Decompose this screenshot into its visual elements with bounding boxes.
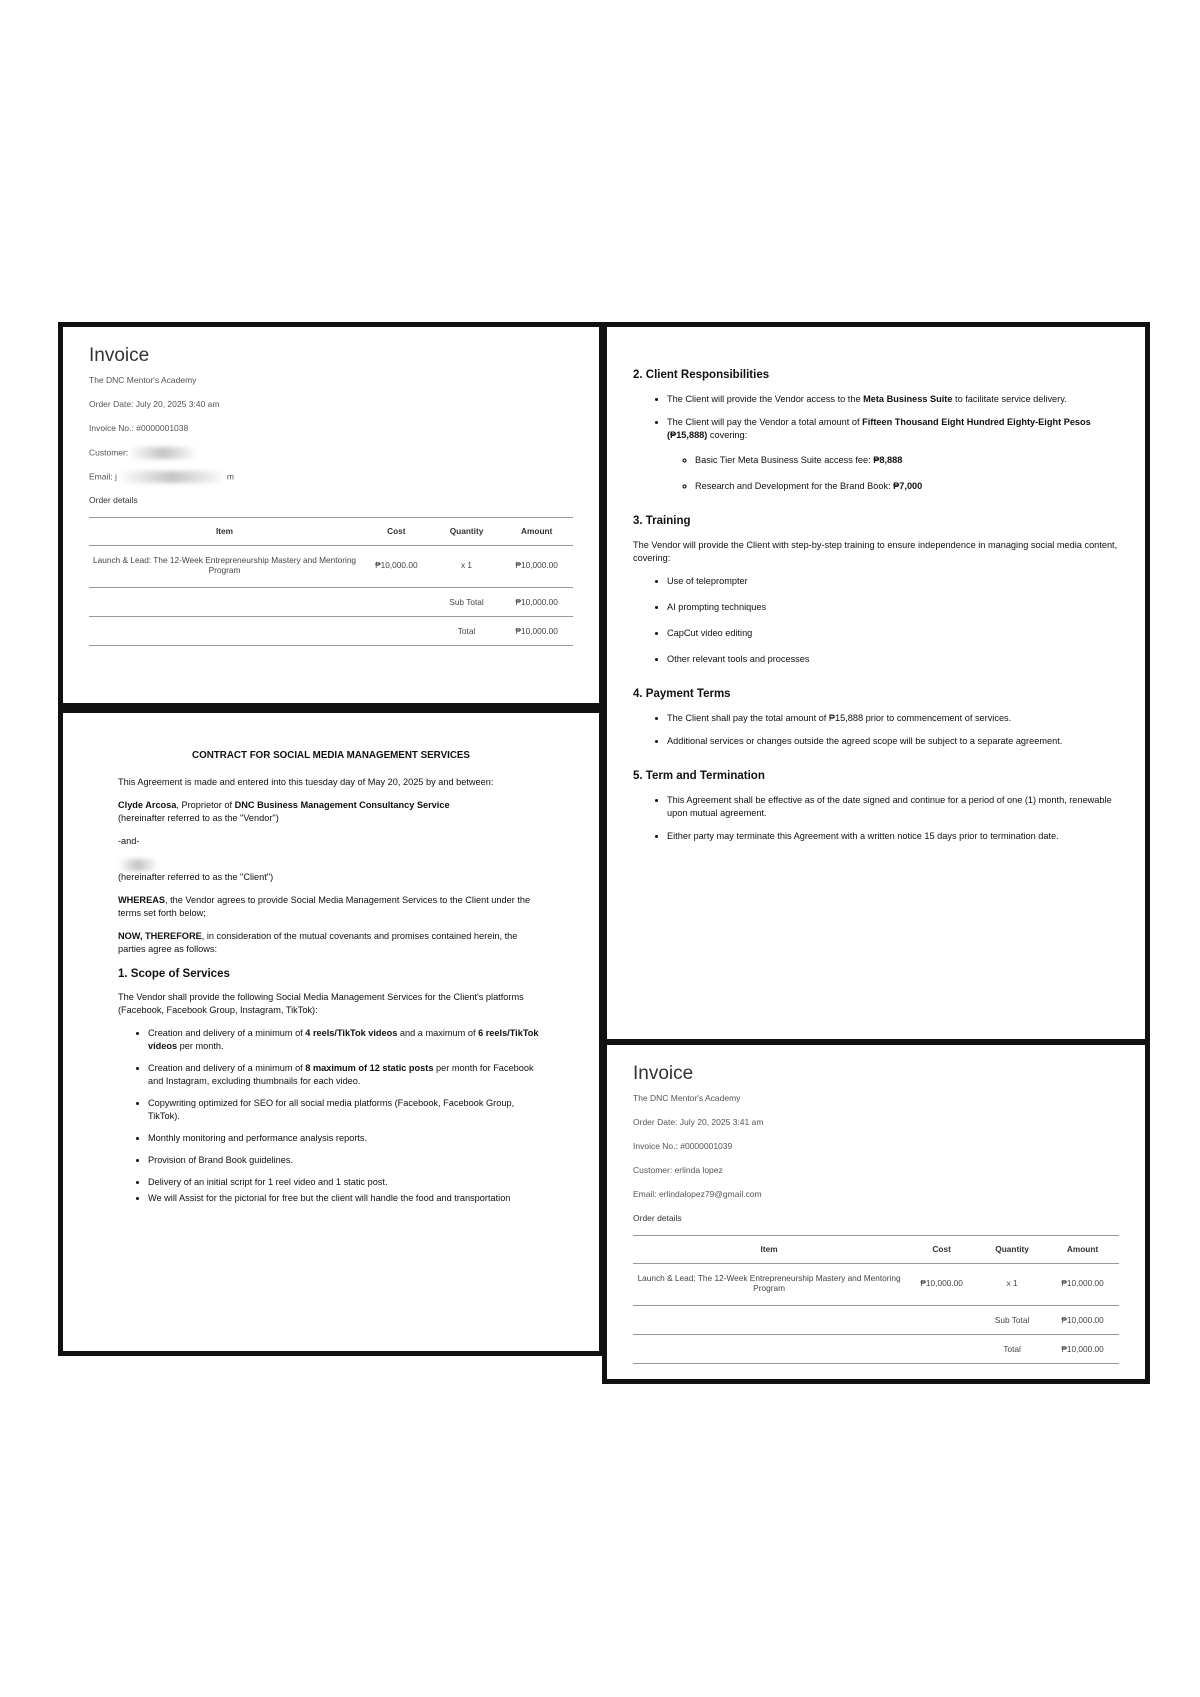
subtotal-row <box>633 1306 1119 1335</box>
invoice-1 <box>89 345 573 646</box>
list-item: • Creation and delivery of a minimum of 4 reels/TikTok videos and a maximum of 6 reels/TikTok videos per month. <box>148 1027 544 1053</box>
total-label: Total <box>433 617 501 646</box>
vendor-name: Clyde Arcosa <box>118 800 177 810</box>
training-heading: 3. Training <box>633 515 691 527</box>
invoice-panel-1 <box>58 322 604 708</box>
invoice-title: Invoice <box>89 345 150 366</box>
subtotal-row <box>89 588 573 617</box>
list-item: • CapCut video editing <box>667 627 1119 640</box>
training-list <box>633 575 1119 666</box>
vendor-mid: , Proprietor of <box>176 800 235 810</box>
payment-terms-heading: 4. Payment Terms <box>633 688 731 700</box>
invoice-customer: Customer: erlinda lopez <box>633 1165 723 1175</box>
subtotal-value: ₱10,000.00 <box>500 588 573 617</box>
list-item: • Copywriting optimized for SEO for all social media platforms (Facebook, Facebook Group, TikTok). <box>148 1097 544 1123</box>
list-item: • The Client will pay the Vendor a total amount of Fifteen Thousand Eight Hundred Eighty-Eight Pesos (₱15,888) covering: ◦ Basic Tier Meta Business Suite access fee: ₱8,888 ◦ Research and Development for the Brand Book: ₱7,000 <box>667 416 1119 493</box>
invoice-company: The DNC Mentor's Academy <box>89 375 197 385</box>
contract-title: CONTRACT FOR SOCIAL MEDIA MANAGEMENT SERVICES <box>192 750 470 761</box>
redacted-customer <box>128 447 198 459</box>
col-amount: Amount <box>500 518 573 546</box>
client-responsibilities-list <box>633 393 1119 493</box>
total-row <box>89 617 573 646</box>
col-amount: Amount <box>1046 1236 1119 1264</box>
contract-panel <box>58 708 604 1356</box>
terms-document <box>633 369 1119 853</box>
col-item: Item <box>89 518 360 546</box>
vendor-ref: (hereinafter referred to as the "Vendor") <box>118 813 279 823</box>
vendor-company: DNC Business Management Consultancy Service <box>234 800 450 810</box>
terms-panel <box>602 322 1150 1044</box>
invoice-customer <box>89 447 573 457</box>
item-name: Launch & Lead: The 12-Week Entrepreneurship Mastery and Mentoring Program <box>633 1264 905 1306</box>
col-item: Item <box>633 1236 905 1264</box>
vendor-block <box>118 799 544 825</box>
col-cost: Cost <box>360 518 433 546</box>
invoice-table <box>633 1235 1119 1364</box>
scope-list <box>118 1027 544 1205</box>
list-item: • This Agreement shall be effective as of the date signed and continue for a period of one (1) month, renewable upon mutual agreement. <box>667 794 1119 820</box>
list-item: • AI prompting techniques <box>667 601 1119 614</box>
fee-breakdown-list <box>667 454 1119 493</box>
col-quantity: Quantity <box>978 1236 1046 1264</box>
now-therefore-label: NOW, THEREFORE <box>118 931 202 941</box>
table-row <box>633 1264 1119 1306</box>
invoice-company: The DNC Mentor's Academy <box>633 1093 741 1103</box>
client-responsibilities-heading: 2. Client Responsibilities <box>633 369 770 381</box>
now-therefore-clause <box>118 930 544 956</box>
order-details-label: Order details <box>633 1213 682 1223</box>
client-ref: (hereinafter referred to as the "Client") <box>118 872 274 882</box>
list-item: • Creation and delivery of a minimum of 8 maximum of 12 static posts per month for Facebook and Instagram, excluding thumbnails for each video. <box>148 1062 544 1088</box>
subtotal-label: Sub Total <box>978 1306 1046 1335</box>
item-quantity: x 1 <box>433 546 501 588</box>
item-amount: ₱10,000.00 <box>1046 1264 1119 1306</box>
list-item: • Either party may terminate this Agreement with a written notice 15 days prior to termination date. <box>667 830 1119 843</box>
total-value: ₱10,000.00 <box>500 617 573 646</box>
list-item: ◦ Basic Tier Meta Business Suite access fee: ₱8,888 <box>695 454 1119 467</box>
training-intro: The Vendor will provide the Client with step-by-step training to ensure independence in managing social media content, covering: <box>633 540 1118 563</box>
order-details-label: Order details <box>89 495 138 505</box>
invoice-email <box>89 471 573 481</box>
total-value: ₱10,000.00 <box>1046 1335 1119 1364</box>
invoice-2 <box>633 1063 1119 1364</box>
and-separator: -and- <box>118 836 140 846</box>
whereas-text: , the Vendor agrees to provide Social Media Management Services to the Client under the terms set forth below; <box>118 895 531 918</box>
whereas-clause <box>118 894 544 920</box>
invoice-order-date: Order Date: July 20, 2025 3:40 am <box>89 399 220 409</box>
invoice-table <box>89 517 573 646</box>
whereas-label: WHEREAS <box>118 895 165 905</box>
redacted-client <box>118 859 158 871</box>
list-item: • We will Assist for the pictorial for free but the client will handle the food and transportation <box>148 1192 544 1205</box>
contract-intro: This Agreement is made and entered into this tuesday day of May 20, 2025 by and between: <box>118 777 494 787</box>
invoice-title: Invoice <box>633 1063 694 1084</box>
payment-terms-list <box>633 712 1119 748</box>
table-row <box>89 546 573 588</box>
subtotal-label: Sub Total <box>433 588 501 617</box>
item-name: Launch & Lead: The 12-Week Entrepreneurship Mastery and Mentoring Program <box>89 546 360 588</box>
invoice-order-date: Order Date: July 20, 2025 3:41 am <box>633 1117 764 1127</box>
col-quantity: Quantity <box>433 518 501 546</box>
email-prefix: Email: j <box>89 471 117 482</box>
customer-label: Customer: <box>89 447 129 458</box>
invoice-number: Invoice No.: #0000001038 <box>89 423 189 433</box>
list-item: • Use of teleprompter <box>667 575 1119 588</box>
subtotal-value: ₱10,000.00 <box>1046 1306 1119 1335</box>
total-label: Total <box>978 1335 1046 1364</box>
list-item: • Delivery of an initial script for 1 reel video and 1 static post. <box>148 1176 544 1189</box>
email-suffix: m <box>226 471 234 482</box>
list-item: • Additional services or changes outside the agreed scope will be subject to a separate agreement. <box>667 735 1119 748</box>
invoice-number: Invoice No.: #0000001039 <box>633 1141 733 1151</box>
list-item: • The Client will provide the Vendor access to the Meta Business Suite to facilitate service delivery. <box>667 393 1119 406</box>
list-item: • Other relevant tools and processes <box>667 653 1119 666</box>
term-termination-heading: 5. Term and Termination <box>633 770 765 782</box>
scope-heading: 1. Scope of Services <box>118 968 230 980</box>
now-therefore-text: , in consideration of the mutual covenants and promises contained herein, the parties agree as follows: <box>118 931 518 954</box>
item-cost: ₱10,000.00 <box>360 546 433 588</box>
invoice-panel-2 <box>602 1040 1150 1384</box>
scope-intro: The Vendor shall provide the following Social Media Management Services for the Client's platforms (Facebook, Facebook Group, Instagram, TikTok): <box>118 992 524 1015</box>
term-termination-list <box>633 794 1119 843</box>
item-quantity: x 1 <box>978 1264 1046 1306</box>
client-block <box>118 858 544 884</box>
list-item: • The Client shall pay the total amount of ₱15,888 prior to commencement of services. <box>667 712 1119 725</box>
item-amount: ₱10,000.00 <box>500 546 573 588</box>
invoice-email: Email: erlindalopez79@gmail.com <box>633 1189 762 1199</box>
contract-document <box>118 749 544 1214</box>
col-cost: Cost <box>905 1236 978 1264</box>
list-item: • Provision of Brand Book guidelines. <box>148 1154 544 1167</box>
item-cost: ₱10,000.00 <box>905 1264 978 1306</box>
total-row <box>633 1335 1119 1364</box>
list-item: ◦ Research and Development for the Brand Book: ₱7,000 <box>695 480 1119 493</box>
redacted-email <box>117 471 227 483</box>
list-item: • Monthly monitoring and performance analysis reports. <box>148 1132 544 1145</box>
